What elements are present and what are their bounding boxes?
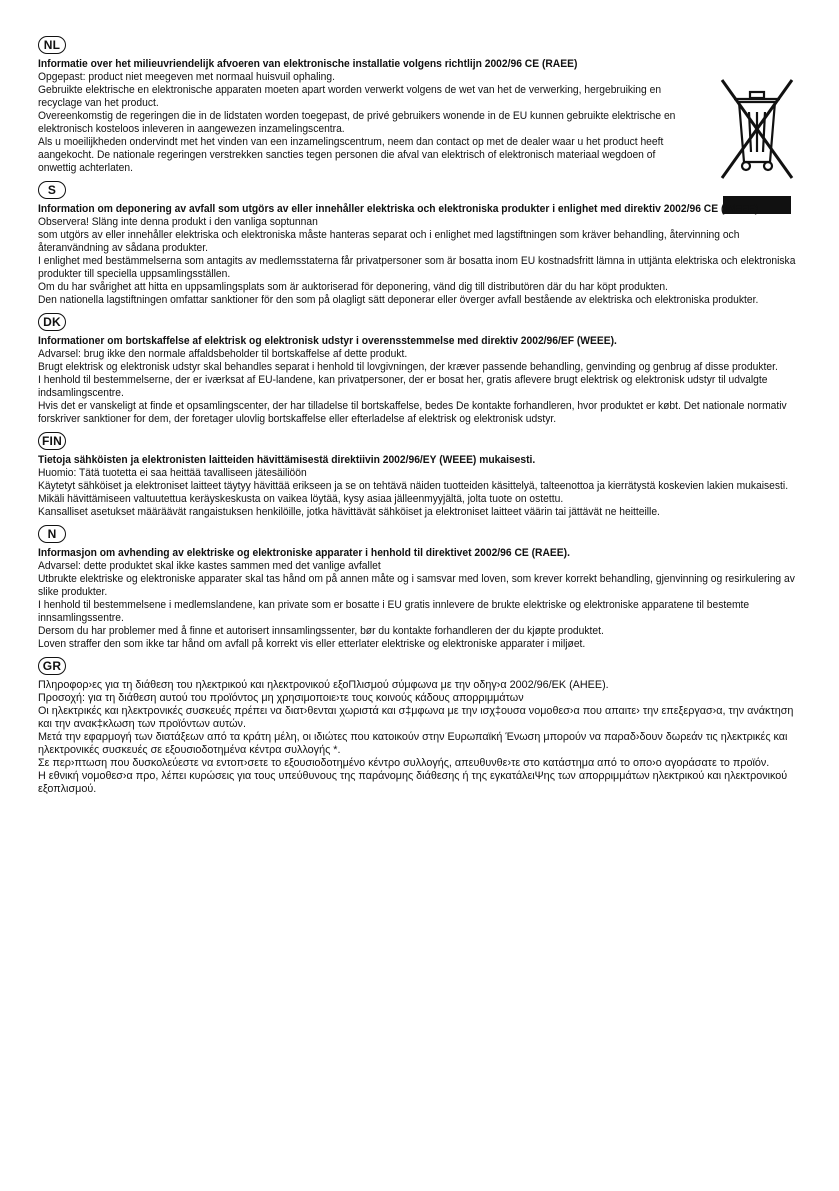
paragraph: Om du har svårighet att hitta en uppsamlingsplats som är auktoriserad för deponering, vänd dig till distributören där du har köpt produkten.	[38, 281, 668, 293]
paragraph: Als u moeilijkheden ondervindt met het vinden van een inzamelingscentrum, neem dan contact op met de dealer waar u het product heeft aangekocht. De nationale regeringen verstrekken sancties tegen personen die afval van elektrisch of elektronisch materiaal wegdoen of onwettig achterlaten.	[38, 136, 664, 174]
paragraph: Loven straffer den som ikke tar hånd om avfall på korrekt vis eller etterlater elektriske og elektroniske apparater i miljøet.	[38, 638, 586, 650]
paragraph: som utgörs av eller innehåller elektriska och elektroniska måste hanteras separat och i enlighet med lagstiftningen som kräver behandling, återvinning och återanvändning av sådana produkter.	[38, 229, 740, 254]
paragraph: Προσοχή: για τη διάθεση αυτού του προϊόντος μη χρησιμοποιε›τε τους κοινούς κάδους απορριμμάτων	[38, 692, 524, 704]
section-title-nl: Informatie over het milieuvriendelijk afvoeren van elektronische installatie volgens richtlijn 2002/96 CE (RAEE)	[38, 58, 578, 70]
paragraph: I henhold til bestemmelsene i medlemslandene, kan private som er bosatte i EU gratis innlevere de brukte elektriske og elektroniske apparatene til bestemte innsamlingssentre.	[38, 599, 750, 624]
paragraph: Mikäli hävittämiseen valtuutettua keräyskeskusta on vaikea löytää, kysy asiaa jälleenmyyjältä, jolta tuote on ostettu.	[38, 493, 564, 505]
paragraph: Kansalliset asetukset määräävät rangaistuksen henkilöille, jotka hävittävät sähköiset ja elektroniset laitteet väärin tai jättävät ne heitteille.	[38, 506, 660, 518]
section-n	[38, 525, 808, 651]
language-badge-dk: DK	[38, 313, 66, 331]
section-title-fin: Tietoja sähköisten ja elektronisten laitteiden hävittämisestä direktiivin 2002/96/EY (WEEE) mukaisesti.	[38, 454, 536, 466]
paragraph: Utbrukte elektriske og elektroniske apparater skal tas hånd om på annen måte og i samsvar med loven, som krever korrekt behandling, gjenvinning og resirkulering av slike produkter.	[38, 573, 795, 598]
section-gr	[38, 657, 808, 796]
paragraph: Η εθνική νομοθεσ›α προ, λέπει κυρώσεις για τους υπεύθυνους της παράνομης διάθεσης ή της εγκατάλειΨης των απορριμμάτων ηλεκτρικού και ηλεκτρονικού εξοπλισμού.	[38, 770, 788, 795]
section-s	[38, 181, 808, 307]
section-title-s: Information om deponering av avfall som utgörs av eller innehåller elektriska och elektroniska produkter i enlighet med direktiv 2002/96 CE (WEEE).	[38, 203, 761, 215]
section-title-dk: Informationer om bortskaffelse af elektrisk og elektronisk udstyr i overensstemmelse med direktiv 2002/96/EF (WEEE).	[38, 335, 617, 347]
section-nl	[38, 36, 808, 175]
paragraph: Σε περ›πτωση που δυσκολεύεστε να εντοπ›σετε το εξουσιοδοτημένο κέντρο συλλογής, απευθυνθε›τε στο κατάστημα από το οπο›ο αγοράσατε το προϊόν.	[38, 757, 770, 769]
paragraph: Käytetyt sähköiset ja elektroniset laitteet täytyy hävittää erikseen ja se on tehtävä näiden tuotteiden käsittelyä, talteenottoa ja kierrätystä koskevien lakien mukaisesti.	[38, 480, 789, 492]
paragraph: Huomio: Tätä tuotetta ei saa heittää tavalliseen jätesäiliöön	[38, 467, 307, 479]
paragraph: Den nationella lagstiftningen omfattar sanktioner för den som på olagligt sätt deponerar eller överger avfall bestående av elektriska och elektroniska produkter.	[38, 294, 759, 306]
paragraph: Οι ηλεκτρικές και ηλεκτρονικές συσκευές πρέπει να διατ›θενται χωριστά και σ‡μφωνα με την ισχ‡ουσα νομοθεσ›α που απαιτε› την επεξεργασ›α, την ανάκτηση και την ανακ‡κλωση των προϊόντων αυτών.	[38, 705, 794, 730]
paragraph: Gebruikte elektrische en elektronische apparaten moeten apart worden verwerkt volgens de wet van het de verwerking, hergebruiking en recyclage van het product.	[38, 84, 662, 109]
paragraph: Advarsel: dette produktet skal ikke kastes sammen med det vanlige avfallet	[38, 560, 381, 572]
weee-symbol	[712, 66, 802, 214]
paragraph: I henhold til bestemmelserne, der er iværksat af EU-landene, kan privatpersoner, der er bosat her, gratis aflevere brugt elektrisk og elektronisk udstyr til udvalgte indsamlingscentre.	[38, 374, 768, 399]
section-fin	[38, 432, 808, 519]
paragraph: Μετά την εφαρμογή των διατάξεων από τα κράτη μέλη, οι ιδιώτες που κατοικούν στην Ευρωπαϊκή Ένωση μπορούν να παραδ›δουν δωρεάν τις ηλεκτρικές και ηλεκτρονικές συσκευές σε εξουσιοδοτημένα κέντρα συλλογής *.	[38, 731, 788, 756]
language-badge-s: S	[38, 181, 66, 199]
language-badge-nl: NL	[38, 36, 66, 54]
language-badge-gr: GR	[38, 657, 66, 675]
language-badge-n: N	[38, 525, 66, 543]
paragraph: Brugt elektrisk og elektronisk udstyr skal behandles separat i henhold til lovgivningen, der kræver passende behandling, genvinding og genbrug af disse produkter.	[38, 361, 778, 373]
paragraph: Opgepast: product niet meegeven met normaal huisvuil ophaling.	[38, 71, 335, 83]
language-badge-fin: FIN	[38, 432, 66, 450]
crossed-bin-icon	[712, 66, 802, 186]
section-dk	[38, 313, 808, 426]
paragraph: Observera! Släng inte denna produkt i den vanliga soptunnan	[38, 216, 318, 228]
paragraph: I enlighet med bestämmelserna som antagits av medlemsstaterna får privatpersoner som är bosatta inom EU kostnadsfritt lämna in uttjänta elektriska och elektroniska produkter till speciella uppsamlingsställen.	[38, 255, 796, 280]
paragraph: Hvis det er vanskeligt at finde et opsamlingscenter, der har tilladelse til bortskaffelse, bedes De kontakte forhandleren, hvor produktet er købt. Det nationale normativ forskriver sanktioner for dem, der foretager ulovlig bortskaffelse eller efterladelse af elektrisk og elektronisk udstyr.	[38, 400, 787, 425]
document-page	[38, 36, 808, 802]
section-title-n: Informasjon om avhending av elektriske og elektroniske apparater i henhold til direktivet 2002/96 CE (RAEE).	[38, 547, 570, 559]
paragraph: Dersom du har problemer med å finne et autorisert innsamlingssenter, bør du kontakte forhandleren der du kjøpte produktet.	[38, 625, 604, 637]
paragraph: Overeenkomstig de regeringen die in de lidstaten worden toegepast, de privé gebruikers wonende in de EU kunnen gebruikte elektrische en elektronisch kosteloos inleveren in aangewezen inzamelingscentra.	[38, 110, 676, 135]
section-title-gr: Πληροφορ›ες για τη διάθεση του ηλεκτρικού και ηλεκτρονικού εξοΠλισμού σύμφωνα με την οδηγ›α 2002/96/ΕΚ (ΑΗΕΕ).	[38, 679, 609, 691]
paragraph: Advarsel: brug ikke den normale affaldsbeholder til bortskaffelse af dette produkt.	[38, 348, 408, 360]
